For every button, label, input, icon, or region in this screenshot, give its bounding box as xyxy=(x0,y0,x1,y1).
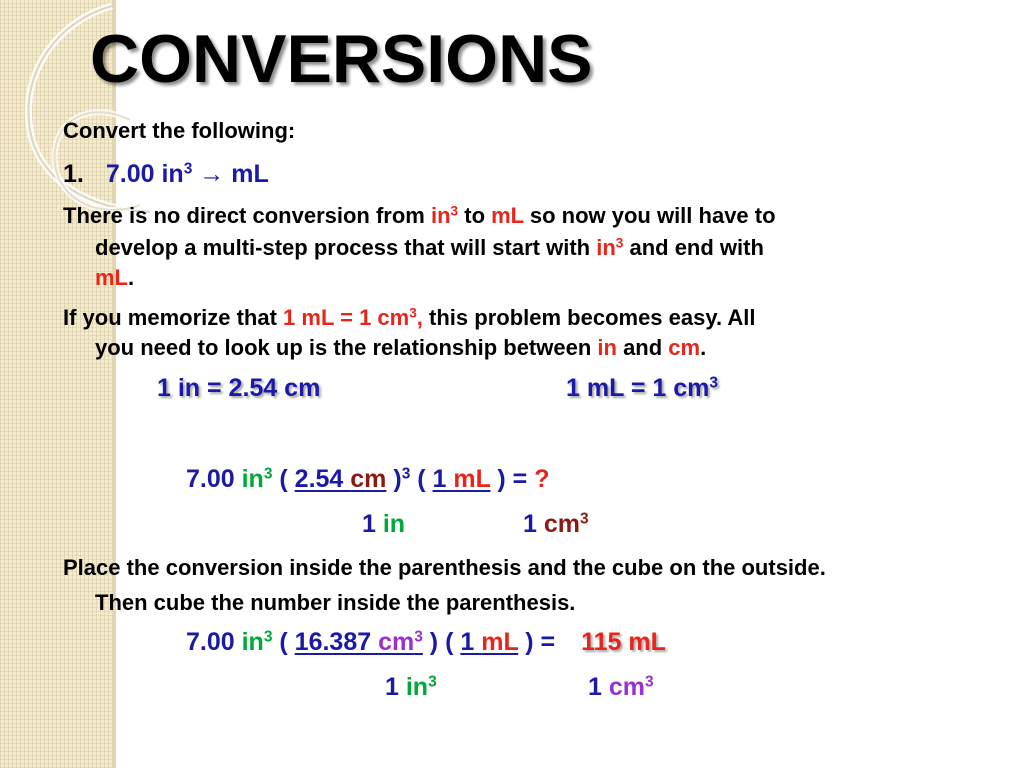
para1-unit-ml: mL xyxy=(491,203,524,228)
problem-value: 7.00 xyxy=(105,160,155,188)
para2-relation-exp: 3 xyxy=(409,305,417,321)
eq1-fraction2-top xyxy=(433,465,491,493)
equation2-numerator xyxy=(186,628,666,657)
para2-text-a: If you memorize that xyxy=(63,305,284,330)
eq2-fraction1-top xyxy=(295,628,423,656)
eq2-close1: ) ( xyxy=(422,628,461,656)
eq1-exp: 3 xyxy=(263,465,273,483)
eq2-num1-exp: 3 xyxy=(414,628,423,646)
para1-text-c: so now you will have to xyxy=(523,203,776,228)
eq2-num1-unit: cm xyxy=(378,628,415,656)
para1-text-e: and end with xyxy=(623,235,764,260)
eq1-num2-unit: mL xyxy=(453,465,491,493)
eq2-open1: ( xyxy=(272,628,295,656)
eq2-close2: ) = xyxy=(518,628,556,656)
para1-end: . xyxy=(128,265,135,290)
eq1-close1: ) xyxy=(386,465,402,493)
problem-target: mL xyxy=(231,160,269,188)
problem-unit: in xyxy=(161,160,184,188)
eq1-den2-unit: cm xyxy=(543,510,580,538)
eq1-num1: 2.54 xyxy=(294,465,351,493)
para1-line2 xyxy=(95,235,764,261)
eq1-denominator2 xyxy=(523,510,589,539)
problem-exp: 3 xyxy=(183,160,193,178)
relation-ml-cm-text: 1 mL = 1 cm xyxy=(566,374,710,402)
eq2-unit: in xyxy=(241,628,264,656)
problem-line xyxy=(63,160,269,189)
para2-line2 xyxy=(95,335,706,361)
eq2-num2: 1 xyxy=(460,628,482,656)
eq2-answer: 115 mL xyxy=(581,628,666,656)
para2-text-d: and xyxy=(616,335,669,360)
eq2-den2-unit: cm xyxy=(608,673,645,701)
para1-text-d: develop a multi-step process that will start with xyxy=(95,235,597,260)
eq2-fraction2-top xyxy=(460,628,518,656)
eq2-denominator1 xyxy=(385,673,437,702)
para2-relation: 1 mL = 1 cm xyxy=(283,305,410,330)
para1-text-a: There is no direct conversion from xyxy=(63,203,431,228)
eq2-exp: 3 xyxy=(263,628,273,646)
eq2-denominator2 xyxy=(588,673,654,702)
para2-relation-end: , xyxy=(416,305,423,330)
slide-title: CONVERSIONS xyxy=(90,21,593,97)
intro-text: Convert the following: xyxy=(63,118,296,143)
eq1-close2: ) = xyxy=(490,465,535,493)
eq1-den2: 1 xyxy=(523,510,544,538)
relation-ml-cm-exp: 3 xyxy=(709,374,718,392)
eq2-num1: 16.387 xyxy=(294,628,379,656)
eq1-num2: 1 xyxy=(432,465,454,493)
para2-end: . xyxy=(700,335,707,360)
para2-unit-in: in xyxy=(597,335,617,360)
eq1-answer: ? xyxy=(534,465,550,493)
eq1-den1: 1 xyxy=(362,510,383,538)
para1-unit-ml-2: mL xyxy=(95,265,128,290)
para2-unit-cm: cm xyxy=(668,335,701,360)
eq2-num2-unit: mL xyxy=(481,628,519,656)
eq2-den1-unit: in xyxy=(405,673,429,701)
eq2-den1: 1 xyxy=(385,673,406,701)
para1-unit-in-2: in xyxy=(596,235,616,260)
eq1-value: 7.00 xyxy=(186,465,242,493)
eq2-value: 7.00 xyxy=(186,628,242,656)
para1-unit-in-2-exp: 3 xyxy=(615,235,624,251)
eq2-den2: 1 xyxy=(588,673,609,701)
relation-ml-cm xyxy=(566,374,718,403)
para3-line2: Then cube the number inside the parenthesis. xyxy=(95,590,576,615)
eq2-den2-exp: 3 xyxy=(645,673,654,691)
para2-line1 xyxy=(63,305,755,331)
para1-line1 xyxy=(63,203,776,229)
para1-text-b: to xyxy=(458,203,492,228)
eq1-den1-unit: in xyxy=(382,510,406,538)
eq1-open1: ( xyxy=(272,465,295,493)
eq1-den2-exp: 3 xyxy=(580,510,589,528)
para2-text-b: this problem becomes easy. All xyxy=(422,305,756,330)
eq1-fraction1-top xyxy=(295,465,387,493)
eq2-den1-exp: 3 xyxy=(428,673,437,691)
para1-unit-in: in xyxy=(430,203,451,228)
problem-number: 1. xyxy=(63,160,84,188)
para1-line3 xyxy=(95,265,134,291)
para1-unit-in-exp: 3 xyxy=(450,203,459,219)
eq1-close1-exp: 3 xyxy=(401,465,411,483)
eq1-denominator1 xyxy=(362,510,405,539)
eq1-num1-unit: cm xyxy=(350,465,387,493)
para2-text-c: you need to look up is the relationship between xyxy=(95,335,598,360)
arrow-icon: → xyxy=(199,160,225,188)
relation-in-cm: 1 in = 2.54 cm xyxy=(157,374,321,402)
eq1-open2: ( xyxy=(410,465,433,493)
eq1-unit: in xyxy=(241,465,264,493)
equation1-numerator xyxy=(186,465,550,494)
para3-line1: Place the conversion inside the parenthesis and the cube on the outside. xyxy=(63,555,826,580)
